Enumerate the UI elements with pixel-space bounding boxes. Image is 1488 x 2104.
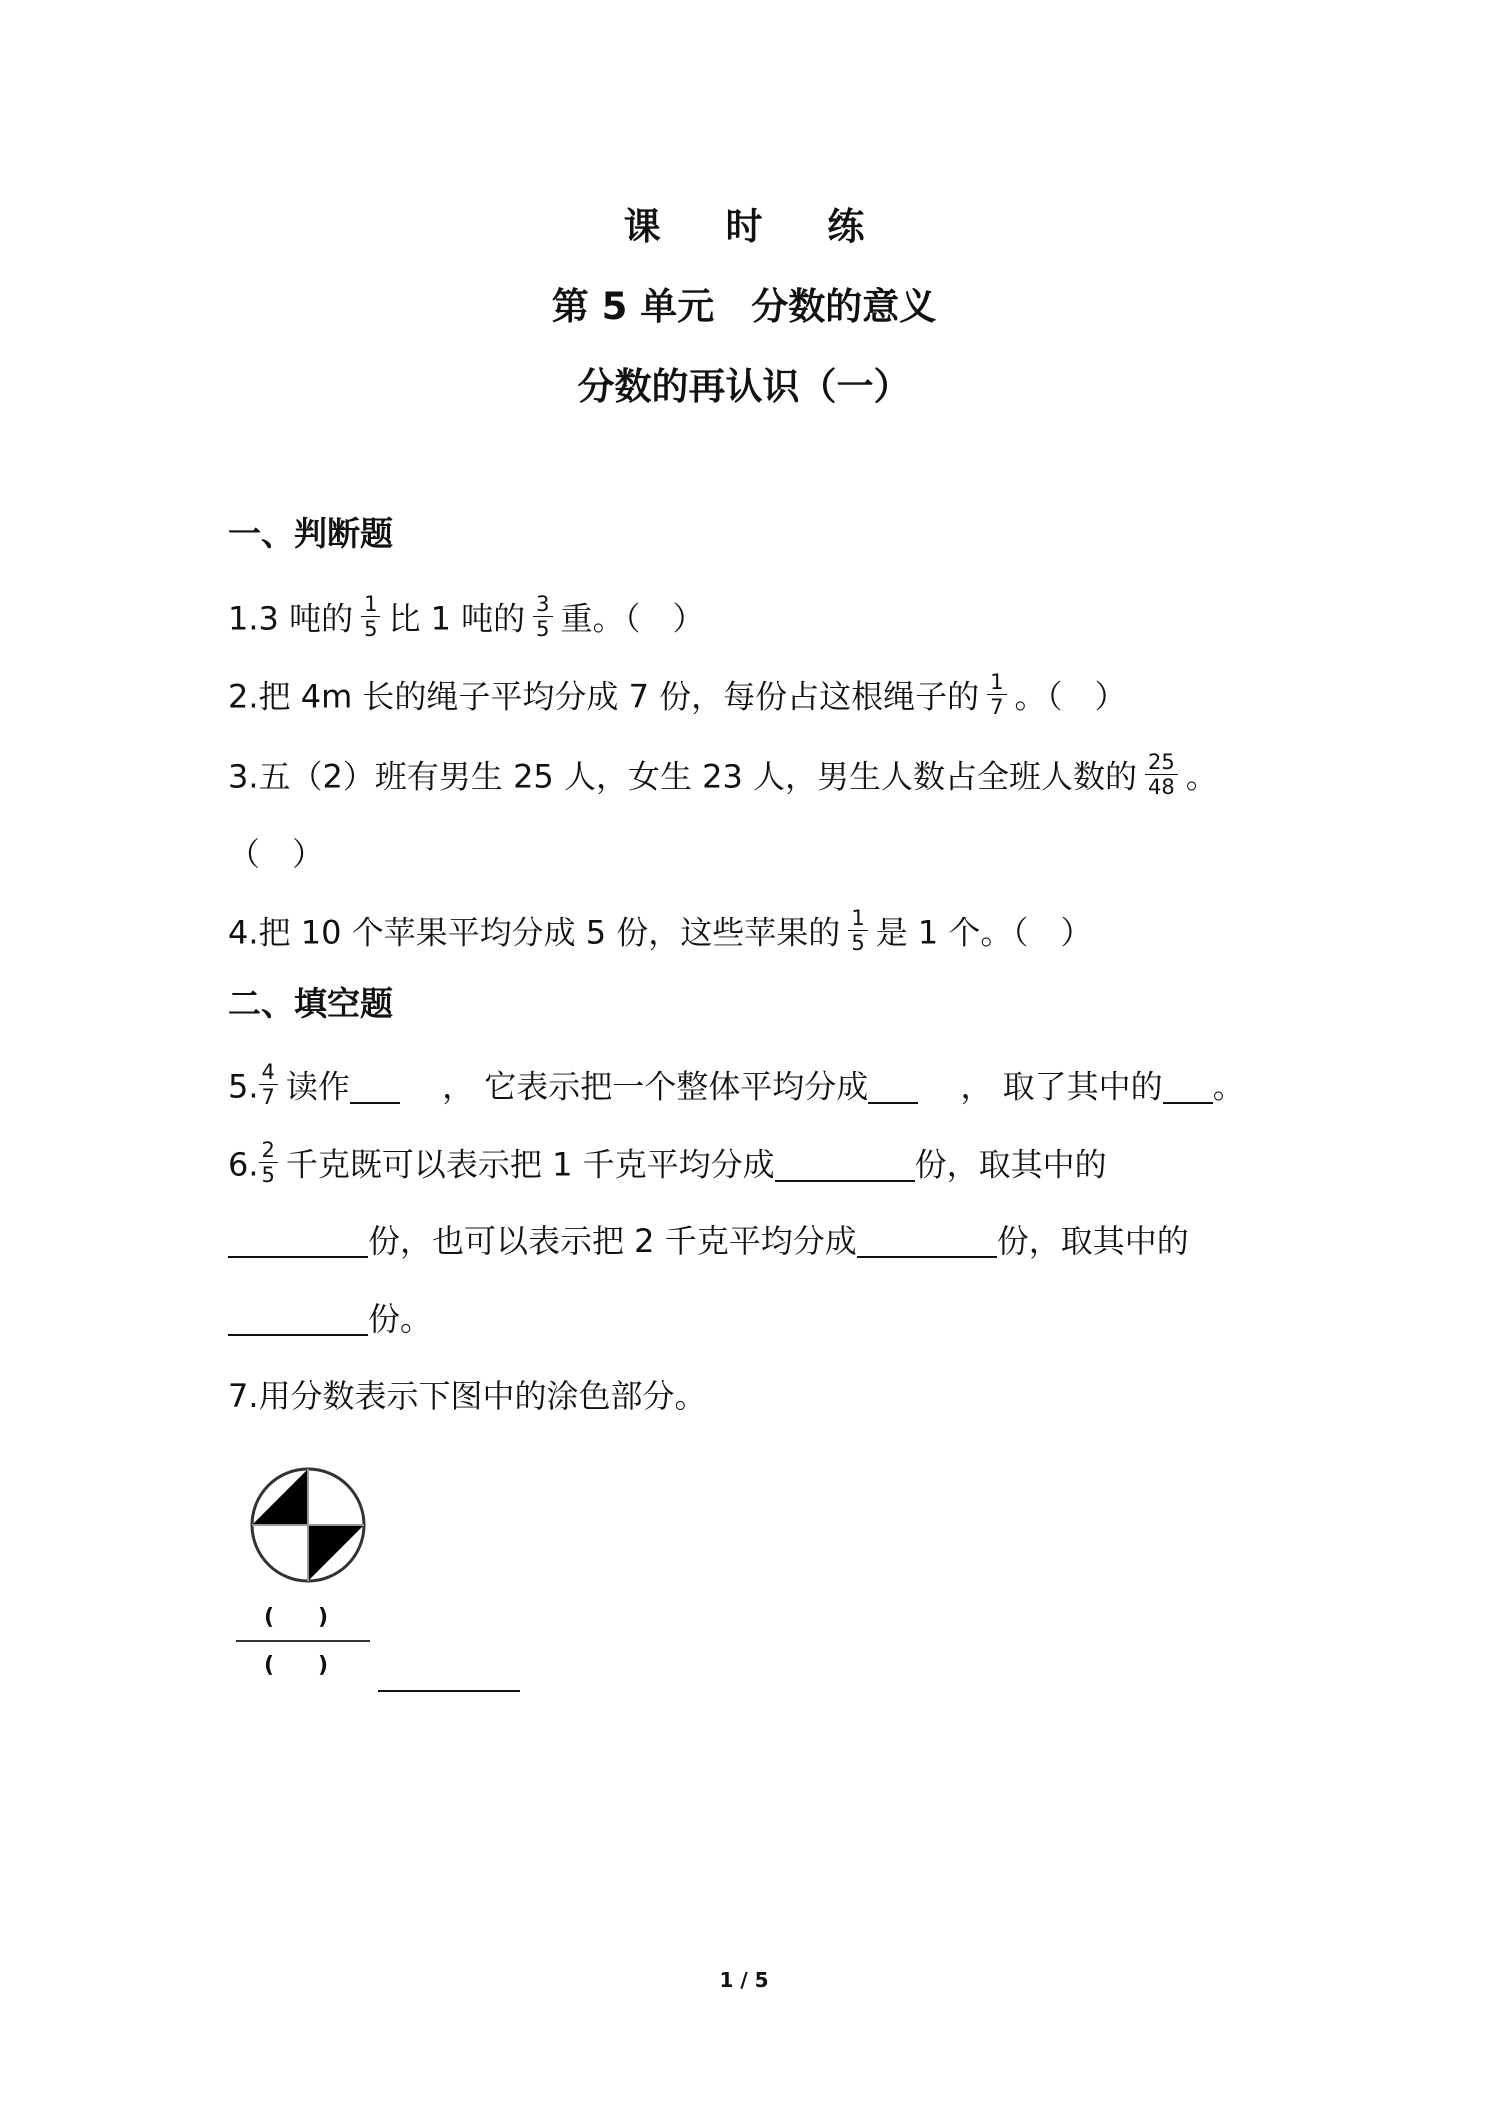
answer-denominator[interactable]: ( ) <box>264 1653 329 1678</box>
q3-text-b: 。 <box>1185 757 1218 796</box>
q5-blank-2[interactable] <box>868 1072 918 1104</box>
q5-fraction <box>259 1060 278 1109</box>
shaded-circle-figure <box>250 1467 366 1587</box>
section-2-heading: 二、填空题 <box>228 984 393 1023</box>
question-7: 7.用分数表示下图中的涂色部分。 <box>228 1377 707 1415</box>
q1-f1-numerator: 1 <box>361 592 380 617</box>
worksheet-title: 课 时 练 <box>623 205 891 248</box>
q5-blank-3[interactable] <box>1163 1072 1213 1104</box>
q2-text-b: 。（ ） <box>1014 677 1127 716</box>
q6-fraction <box>259 1138 278 1187</box>
q2-denominator: 7 <box>990 695 1004 719</box>
q1-text-b: 比 1 吨的 <box>388 599 526 638</box>
q4-text-b: 是 1 个。（ ） <box>875 913 1093 952</box>
q3-text-a: 3.五（2）班有男生 25 人，女生 23 人，男生人数占全班人数的 <box>228 757 1138 796</box>
question-1 <box>228 592 705 645</box>
q1-f2-numerator: 3 <box>533 592 552 617</box>
question-6-line-2 <box>228 1220 1189 1261</box>
q6-blank-4[interactable] <box>228 1304 368 1336</box>
q2-numerator: 1 <box>987 670 1006 695</box>
q2-text-a: 2.把 4m 长的绳子平均分成 7 份，每份占这根绳子的 <box>228 677 980 716</box>
q1-text-a: 1.3 吨的 <box>228 599 354 638</box>
question-3-answer: （ ） <box>228 835 325 873</box>
q5-text-e: 。 <box>1212 1067 1245 1106</box>
section-1-heading: 一、判断题 <box>228 514 393 553</box>
q5-numerator: 4 <box>259 1060 278 1085</box>
question-5 <box>228 1060 1245 1113</box>
circle-diagram <box>250 1467 366 1583</box>
unit-title: 第 5 单元 分数的意义 <box>551 285 937 328</box>
q5-blank-1[interactable] <box>350 1072 400 1104</box>
q4-text-a: 4.把 10 个苹果平均分成 5 份，这些苹果的 <box>228 913 841 952</box>
answer-fraction <box>236 1600 370 1680</box>
q6-blank-1[interactable] <box>775 1150 915 1182</box>
q1-f2-denominator: 5 <box>536 617 550 641</box>
q6-denominator: 5 <box>261 1163 275 1187</box>
q6-text-c: 份，取其中的 <box>914 1145 1107 1184</box>
page-number: 1 / 5 <box>719 1968 769 1992</box>
question-2 <box>228 670 1127 723</box>
q6-text-e: 份，取其中的 <box>996 1222 1189 1260</box>
q6-text-f: 份。 <box>368 1300 433 1338</box>
q3-fraction <box>1145 750 1178 799</box>
q1-f1-denominator: 5 <box>364 617 378 641</box>
q4-fraction <box>848 906 867 955</box>
q6-text-d: 份，也可以表示把 2 千克平均分成 <box>368 1222 857 1260</box>
lesson-title: 分数的再认识（一） <box>577 365 911 408</box>
q5-text-c: ， 它表示把一个整体平均分成 <box>442 1067 869 1106</box>
question-6-line-1 <box>228 1138 1107 1191</box>
q1-fraction-2 <box>533 592 552 641</box>
q6-numerator: 2 <box>259 1138 278 1163</box>
question-3 <box>228 750 1218 803</box>
question-6-line-3 <box>228 1298 432 1339</box>
answer-numerator[interactable]: ( ) <box>264 1605 329 1630</box>
q3-denominator: 48 <box>1148 775 1175 799</box>
q2-fraction <box>987 670 1006 719</box>
q4-denominator: 5 <box>851 931 865 955</box>
fraction-bar <box>236 1640 370 1642</box>
q3-numerator: 25 <box>1145 750 1178 775</box>
q6-blank-2[interactable] <box>228 1226 368 1258</box>
q7-answer-line[interactable] <box>378 1690 520 1692</box>
q5-text-b: 读作 <box>285 1067 350 1106</box>
q1-text-c: 重。（ ） <box>560 599 705 638</box>
q4-numerator: 1 <box>848 906 867 931</box>
q5-text-a: 5. <box>228 1067 259 1106</box>
q5-denominator: 7 <box>261 1085 275 1109</box>
q6-text-a: 6. <box>228 1145 259 1184</box>
q6-blank-3[interactable] <box>857 1226 997 1258</box>
question-4 <box>228 906 1093 959</box>
q6-text-b: 千克既可以表示把 1 千克平均分成 <box>285 1145 775 1184</box>
q1-fraction-1 <box>361 592 380 641</box>
q5-text-d: ， 取了其中的 <box>960 1067 1163 1106</box>
